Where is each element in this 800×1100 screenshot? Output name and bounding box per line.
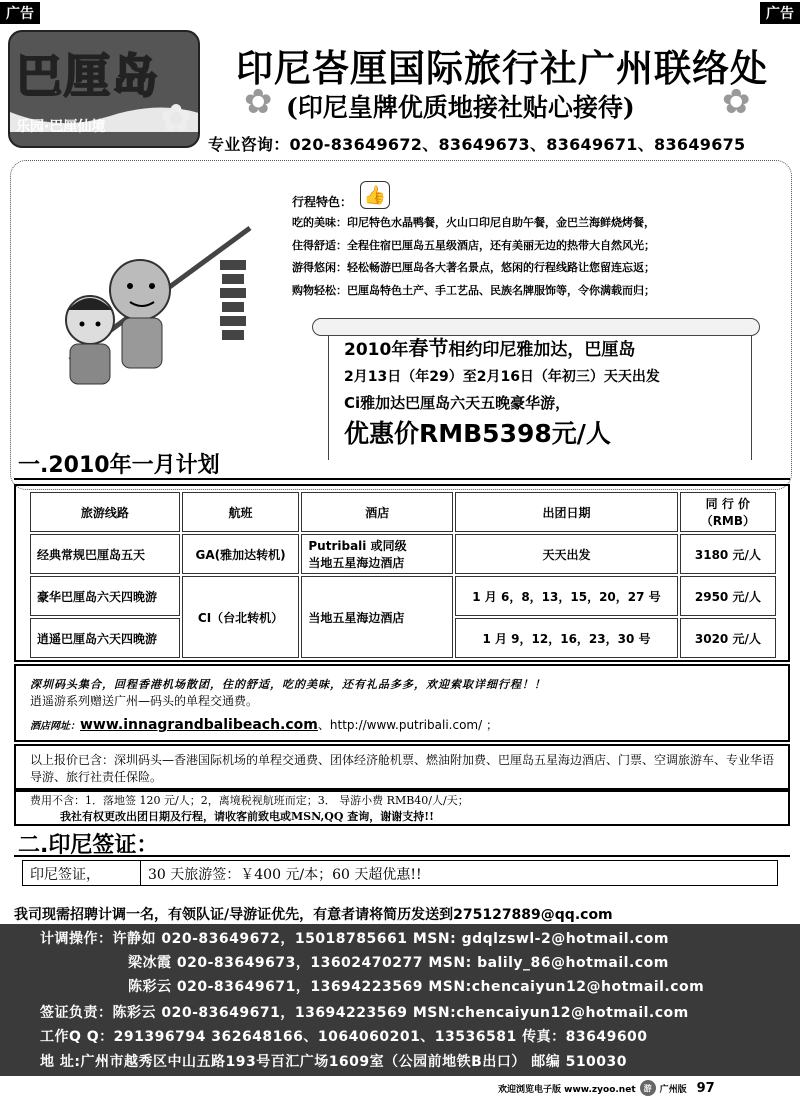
contact-row: 计调操作：许静如 020-83649672，15018785661 MSN: gdqlzswl-2@hotmail.com xyxy=(40,931,669,947)
thumbs-up-icon: 👍 xyxy=(360,181,390,209)
section-title-visa: 二.印尼签证： xyxy=(18,833,159,858)
feature-row: 住得舒适：全程住宿巴厘岛五星级酒店，还有美丽无边的热带大自然风光； xyxy=(292,238,655,252)
hotel-link[interactable]: http://www.putribali.com/ ； xyxy=(329,718,498,732)
page-footer xyxy=(498,1080,715,1096)
trip-features xyxy=(292,184,772,302)
price-excluded: 费用不含：1．落地签 120 元/人；2，离境税视航班而定；3． 导游小费 RMB40/人/天； xyxy=(30,794,469,807)
contact-row: 陈彩云 020-83649671，13694223569 MSN:chencaiyun12@hotmail.com xyxy=(128,979,705,995)
bali-logo xyxy=(8,30,200,148)
visa-label: 印尼签证， xyxy=(30,867,100,883)
section-title-plan: 一.2010年一月计划 xyxy=(18,453,220,478)
meeting-note: 深圳码头集合，回程香港机场散团，住的舒适，吃的美味，还有礼品多多，欢迎索取详细行程！！ xyxy=(30,678,546,691)
feature-row: 吃的美味：印尼特色水晶鸭餐，火山口印尼自助午餐，金巴兰海鲜烧烤餐， xyxy=(292,216,655,229)
promo-year: 2010年 xyxy=(344,340,409,360)
feature-row: 购物轻松：巴厘岛特色土产、手工艺品、民族名牌服饰等，令你满载而归； xyxy=(292,283,655,297)
site-badge-icon: 游 xyxy=(640,1080,656,1096)
price-included: 以上报价已含：深圳码头—香港国际机场的单程交通费、团体经济舱机票、燃油附加费、巴厘岛五星海边酒店、门票、空调旅游车、专业华语导游、旅行社责任保险。 xyxy=(30,753,775,784)
cartoon-firecracker-illustration xyxy=(30,220,280,400)
hotel-link[interactable]: www.innagrandbalibeach.com xyxy=(80,717,318,733)
hotel-websites: 酒店网址：www.innagrandbalibeach.com、http://www.putribali.com/ ； xyxy=(30,717,498,733)
promo-destination: 相约印尼雅加达，巴厘岛 xyxy=(448,340,636,360)
flower-icon: ✿ xyxy=(160,96,192,140)
flower-icon: ✿ xyxy=(722,82,751,122)
table-row: 豪华巴厘岛六天四晚游 CI（台北转机） 当地五星海边酒店 1 月 6，8，13，15，20，27 号 2950 元/人 xyxy=(30,576,776,616)
footer-text: 欢迎浏览电子版 www.zyoo.net xyxy=(498,1084,636,1095)
tour-plan-table xyxy=(28,490,778,660)
footer-edition: 广州版 xyxy=(659,1084,687,1095)
promo-festival: 春节 xyxy=(408,336,449,360)
hiring-notice: 我司现需招聘计调一名，有领队证/导游证优先，有意者请将简历发送到275127889@qq.com xyxy=(14,907,613,923)
table-row: 逍遥巴厘岛六天四晚游 1 月 9，12，16，23，30 号 3020 元/人 xyxy=(30,618,776,658)
logo-subtext: 乐园·巴厘仙境 xyxy=(16,119,106,135)
contact-row: 梁冰霞 020-83649673，13602470277 MSN: balily_86@hotmail.com xyxy=(128,955,669,971)
ad-tag-left: 广告 xyxy=(0,2,40,24)
contact-row: 地 址:广州市越秀区中山五路193号百汇广场1609室（公园前地铁B出口） 邮编 510030 xyxy=(40,1054,628,1070)
promo-price: 优惠价RMB5398元/人 xyxy=(344,419,611,448)
visa-price: 30 天旅游签：￥400 元/本；60 天超优惠!! xyxy=(148,867,422,883)
feature-row: 游得悠闲：轻松畅游巴厘岛各大著名景点，悠闲的行程线路让您留连忘返； xyxy=(292,261,655,274)
spring-festival-promo xyxy=(312,318,760,460)
ad-tag-right: 广告 xyxy=(760,2,800,24)
flower-icon: ✿ xyxy=(244,82,273,122)
agency-title: 印尼峇厘国际旅行社广州联络处 xyxy=(236,46,768,90)
table-row: 经典常规巴厘岛五天 GA(雅加达转机) Putribali 或同级 当地五星海边酒店 天天出发 3180 元/人 xyxy=(30,534,776,574)
change-notice: 我社有权更改出团日期及行程，请收客前致电或MSN,QQ 查询，谢谢支持!! xyxy=(60,810,434,823)
promo-tour: Ci雅加达巴厘岛六天五晚豪华游， xyxy=(344,394,571,412)
consult-phones: 专业咨询：020-83649672、83649673、83649671、83649675 xyxy=(208,135,746,154)
promo-dates: 2月13日（年29）至2月16日（年初三）天天出发 xyxy=(344,369,660,385)
table-header-row: 旅游线路 航班 酒店 出团日期 同 行 价 （RMB） xyxy=(30,492,776,532)
agency-subtitle: (印尼皇牌优质地接社贴心接待) xyxy=(286,93,635,122)
contact-row: 工作Q Q：291396794 362648166、1064060201、13536581 传真：83649600 xyxy=(40,1029,648,1045)
contact-row: 签证负责：陈彩云 020-83649671，13694223569 MSN:chencaiyun12@hotmail.com xyxy=(40,1005,689,1021)
features-heading: 行程特色： xyxy=(292,194,353,209)
logo-text: 巴厘岛 xyxy=(16,49,160,103)
transport-note: 逍遥游系列赠送广州—码头的单程交通费。 xyxy=(30,694,259,708)
page-number: 97 xyxy=(696,1080,715,1096)
